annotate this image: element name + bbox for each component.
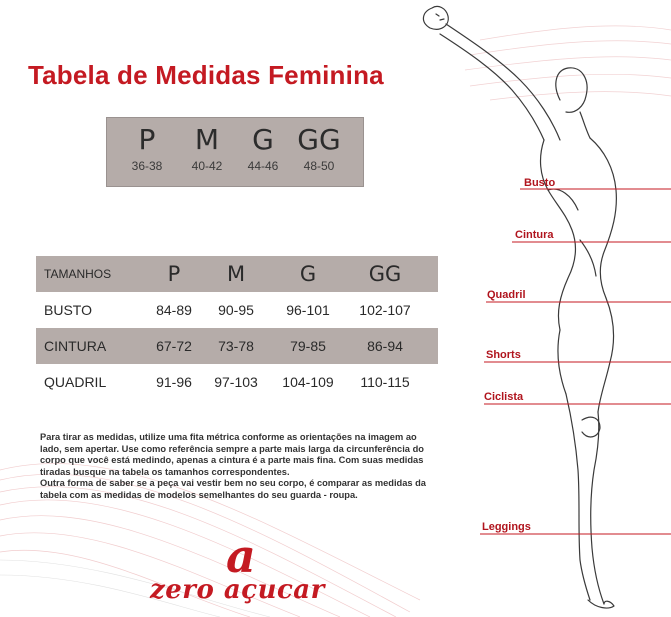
label-shorts: Shorts bbox=[486, 349, 521, 361]
instruction-line: corpo que você está medindo, apenas a cintura é a parte mais fina. Com suas medidas bbox=[40, 455, 424, 465]
label-leggings: Leggings bbox=[482, 521, 531, 533]
table-cell: 73-78 bbox=[218, 338, 254, 354]
instruction-line: Para tirar as medidas, utilize uma fita métrica conforme as orientações na imagem ao bbox=[40, 432, 417, 442]
table-header-label: TAMANHOS bbox=[44, 267, 112, 281]
woman-silhouette bbox=[423, 6, 616, 608]
table-cell: 90-95 bbox=[218, 302, 254, 318]
table-cell: 84-89 bbox=[156, 302, 192, 318]
page-title: Tabela de Medidas Feminina bbox=[28, 60, 384, 90]
instruction-line: tiradas busque na tabela os tamanhos correspondentes. bbox=[40, 466, 290, 477]
size-range: 36-38 bbox=[131, 159, 163, 173]
table-header-size: P bbox=[167, 262, 181, 286]
label-cintura: Cintura bbox=[515, 229, 554, 241]
table-cell: 67-72 bbox=[156, 338, 192, 354]
size-letter: M bbox=[194, 123, 220, 156]
instruction-line: lado, sem apertar. Use como referência sempre a parte mais larga da circunferência do bbox=[40, 443, 424, 454]
label-quadril: Quadril bbox=[487, 289, 526, 301]
size-letter: G bbox=[252, 123, 274, 156]
table-cell: 91-96 bbox=[156, 374, 192, 390]
table-cell: 97-103 bbox=[214, 374, 258, 390]
label-busto: Busto bbox=[524, 177, 556, 189]
label-ciclista: Ciclista bbox=[484, 391, 524, 403]
table-cell: 104-109 bbox=[282, 374, 334, 390]
instruction-line: Outra forma de saber se a peça vai vestir bem no seu corpo, é comparar as medidas da bbox=[40, 478, 426, 488]
table-header-size: GG bbox=[368, 262, 402, 286]
brand-logo-mark: a bbox=[226, 529, 256, 583]
instruction-line: tabela com as medidas de modelos semelhantes do seu guarda - roupa. bbox=[40, 489, 358, 500]
row-label: CINTURA bbox=[44, 338, 107, 354]
row-label: QUADRIL bbox=[44, 374, 107, 390]
row-label: BUSTO bbox=[44, 302, 92, 318]
measurement-lines bbox=[480, 189, 671, 534]
table-header-size: M bbox=[226, 262, 246, 286]
size-range: 48-50 bbox=[303, 159, 335, 173]
table-cell: 96-101 bbox=[286, 302, 330, 318]
table-cell: 79-85 bbox=[290, 338, 326, 354]
size-letter: GG bbox=[297, 123, 341, 156]
table-cell: 86-94 bbox=[367, 338, 403, 354]
brand-logo-name: zero açucar bbox=[150, 575, 325, 605]
table-cell: 102-107 bbox=[359, 302, 411, 318]
size-range: 40-42 bbox=[191, 159, 223, 173]
size-range: 44-46 bbox=[247, 159, 279, 173]
size-letter: P bbox=[138, 123, 156, 156]
table-header-size: G bbox=[299, 262, 317, 286]
table-cell: 110-115 bbox=[360, 374, 410, 390]
